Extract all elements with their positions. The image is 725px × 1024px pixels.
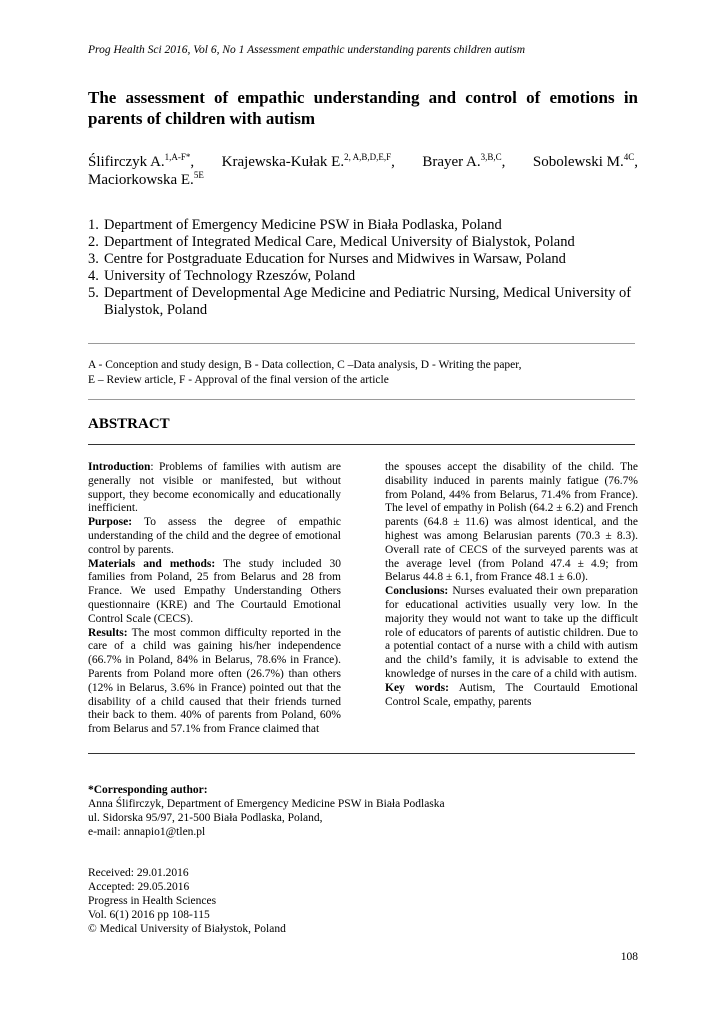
abstract-results: Results: The most common difficulty reported in the care of a child was gaining his/her independence (66.7% in Poland, 84% in Belarus, 78.6% in France). Parents from Poland more often (26.7%) than others (12% in Belarus, 3.6% in France) pointed out that the disability of a child caused that their friends turned their back to them. 40% of parents from Poland, 60% from Belarus and 57.1% from France claimed that (88, 626, 341, 736)
author-list (88, 153, 638, 189)
divider (88, 753, 635, 754)
affiliation-item: 1. Department of Emergency Medicine PSW in Biała Podlaska, Poland (88, 217, 502, 233)
divider (88, 444, 635, 445)
author: Sobolewski M.$^{4C}$, (532, 152, 638, 170)
affiliation-item: 5. Department of Developmental Age Medicine and Pediatric Nursing, Medical University of Bialystok, Poland (88, 285, 632, 318)
author: Maciorkowska E.$^{5E}$ (88, 170, 204, 188)
affiliation-item: 2. Department of Integrated Medical Care, Medical University of Bialystok, Poland (88, 234, 575, 250)
author: Brayer A.$^{3,B,C}$, (422, 152, 506, 170)
abstract-methods: Materials and methods: The study included 30 families from Poland, 25 from Belarus and 28 from France. We used Empathy Understanding Others questionnaire (KRE) and The Courtauld Emotional Control Scale (CECS). (88, 557, 341, 625)
divider (88, 343, 635, 344)
abstract-heading: ABSTRACT (88, 416, 170, 432)
paper-title: The assessment of empathic understanding and control of emotions in parents of children with autism (88, 88, 638, 128)
affiliation-item: 3. Centre for Postgraduate Education for Nurses and Midwives in Warsaw, Poland (88, 251, 566, 267)
email-text: e-mail: annapio1@tlen.pl (88, 826, 206, 838)
abstract-column-left (88, 461, 341, 737)
publication-info: Received: 29.01.2016 Accepted: 29.05.2016 Progress in Health Sciences Vol. 6(1) 2016 pp 108-115 © Medical University of Białystok, Poland (88, 867, 286, 935)
abstract-introduction: Introduction: Problems of families with autism are generally not visible or manifested, but without support, they become economically and educationally inefficient. (88, 461, 341, 515)
abstract-conclusions: Conclusions: Nurses evaluated their own preparation for educational activities usually very low. In the majority they would not want to take up the difficult role of educators of parents of autistic children. Due to a potential contact of a nurse with a child with autism and the child’s family, it is advisable to extend the knowledge of nurses in the care of a child with autism. (385, 585, 638, 680)
contribution-key: A - Conception and study design, B - Data collection, C –Data analysis, D - Writing the paper, E – Review article, F - Approval of the final version of the article (88, 359, 522, 386)
abstract-keywords: Key words: Autism, The Courtauld Emotional Control Scale, empathy, parents (385, 681, 638, 708)
author: Krajewska-Kułak E.$^{2, A,B,D,E,F}$, (221, 152, 395, 170)
running-header: Prog Health Sci 2016, Vol 6, No 1 Assessment empathic understanding parents children autism (88, 44, 526, 56)
affiliation-list (88, 217, 643, 319)
corresponding-author-heading: *Corresponding author: (88, 784, 208, 796)
page-number: 108 (620, 951, 638, 963)
abstract-purpose: Purpose: To assess the degree of empathic understanding of the child and the degree of emotional control by parents. (88, 516, 341, 556)
author: Ślifirczyk A.$^{1,A-F*}$, (88, 152, 195, 170)
abstract-results-continued: the spouses accept the disability of the child. The disability induced in parents mainly fatigue (76.7% from Poland, 44% from Belarus, 71.4% from France). The level of empathy in Polish (64.2 ± 6.2) and French parents (64.8 ± 11.6) was almost identical, and the highest was among Belarusian parents (70.3 ± 8.3). Overall rate of CECS of the surveyed parents was at the average level (from Poland 47.4 ± 4.9; from Belarus 44.8 ± 6.1, from France 48.1 ± 6.0). (385, 461, 638, 584)
abstract-column-right (385, 461, 638, 709)
divider (88, 399, 635, 400)
corresponding-author: *Corresponding author: Anna Ślifirczyk, Department of Emergency Medicine PSW in Biała Podlaska ul. Sidorska 95/97, 21-500 Biała Podlaska, Poland, e-mail: annapio1@tlen.pl (88, 783, 638, 839)
affiliation-item: 4. University of Technology Rzeszów, Poland (88, 268, 356, 284)
